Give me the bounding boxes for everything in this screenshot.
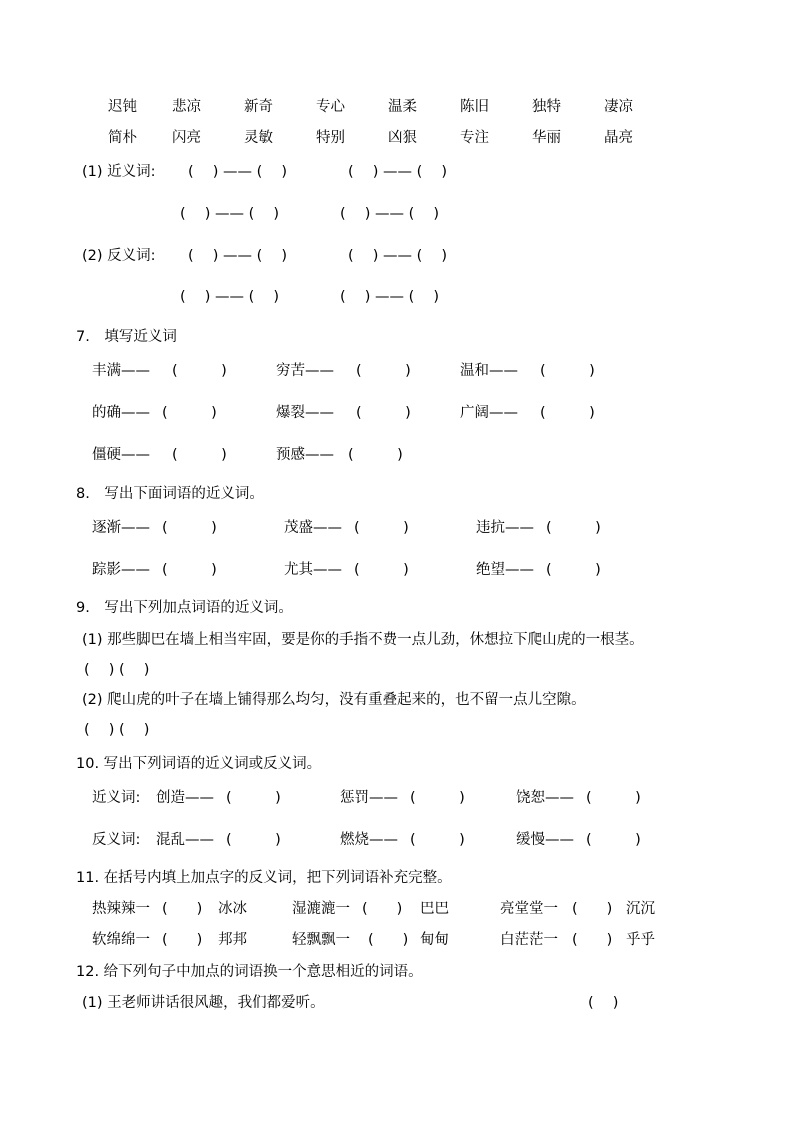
word-bank-word: 陈旧 (460, 99, 489, 115)
term: 预感—— (276, 447, 334, 463)
answer-blank[interactable]: ( ) (410, 790, 465, 806)
answer-blanks[interactable]: ( ) ( ) (84, 722, 150, 738)
word-bank-word: 简朴 (108, 130, 137, 146)
term-suffix: 乎乎 (626, 932, 655, 948)
antonym-label: (2) 反义词: (82, 248, 156, 264)
term: 饶恕—— (516, 790, 574, 806)
question-title: 8. 写出下面词语的近义词。 (76, 486, 264, 502)
word-bank-word: 迟钝 (108, 99, 137, 115)
word-bank-word: 专心 (316, 99, 345, 115)
term: 轻飘飘一 (292, 932, 350, 948)
answer-blanks[interactable]: ( ) ( ) (84, 662, 150, 678)
question-title: 10. 写出下列词语的近义词或反义词。 (76, 756, 322, 772)
word-bank-word: 特别 (316, 130, 345, 146)
synonym-label: 近义词: (92, 790, 141, 806)
sentence: (1) 那些脚巴在墙上相当牢固，要是你的手指不费一点儿劲，休想拉下爬山虎的一根茎。 (82, 632, 644, 648)
answer-pair[interactable]: ( ) —— ( ) (340, 206, 440, 222)
answer-blank[interactable]: ( ) (588, 995, 619, 1011)
answer-blank[interactable]: ( ) (368, 932, 409, 948)
term: 丰满—— (92, 363, 150, 379)
synonym-label: (1) 近义词: (82, 164, 156, 180)
answer-pair[interactable]: ( ) —— ( ) (348, 248, 448, 264)
answer-blank[interactable]: ( ) (356, 363, 411, 379)
answer-pair[interactable]: ( ) —— ( ) (188, 164, 288, 180)
term: 踪影—— (92, 562, 150, 578)
answer-blank[interactable]: ( ) (546, 562, 601, 578)
term: 逐渐—— (92, 520, 150, 536)
word-bank-word: 凶狠 (388, 130, 417, 146)
word-bank-word: 专注 (460, 130, 489, 146)
term: 爆裂—— (276, 405, 334, 421)
term: 亮堂堂一 (500, 901, 558, 917)
term: 混乱—— (156, 832, 214, 848)
answer-pair[interactable]: ( ) —— ( ) (180, 289, 280, 305)
answer-blank[interactable]: ( ) (354, 520, 409, 536)
term-suffix: 甸甸 (420, 932, 449, 948)
word-bank-word: 独特 (532, 99, 561, 115)
answer-blank[interactable]: ( ) (410, 832, 465, 848)
answer-blank[interactable]: ( ) (586, 832, 641, 848)
term-suffix: 冰冰 (218, 901, 247, 917)
answer-blank[interactable]: ( ) (362, 901, 403, 917)
word-bank-word: 灵敏 (244, 130, 273, 146)
term: 绝望—— (476, 562, 534, 578)
term-suffix: 沉沉 (626, 901, 655, 917)
answer-blank[interactable]: ( ) (172, 363, 227, 379)
answer-blank[interactable]: ( ) (226, 790, 281, 806)
answer-blank[interactable]: ( ) (162, 901, 203, 917)
answer-blank[interactable]: ( ) (226, 832, 281, 848)
term: 创造—— (156, 790, 214, 806)
word-bank-word: 凄凉 (604, 99, 633, 115)
answer-pair[interactable]: ( ) —— ( ) (340, 289, 440, 305)
term: 违抗—— (476, 520, 534, 536)
term: 茂盛—— (284, 520, 342, 536)
answer-blank[interactable]: ( ) (356, 405, 411, 421)
answer-blank[interactable]: ( ) (172, 447, 227, 463)
word-bank-word: 华丽 (532, 130, 561, 146)
answer-blank[interactable]: ( ) (546, 520, 601, 536)
answer-blank[interactable]: ( ) (572, 901, 613, 917)
answer-blank[interactable]: ( ) (354, 562, 409, 578)
term: 温和—— (460, 363, 518, 379)
question-title: 12. 给下列句子中加点的词语换一个意思相近的词语。 (76, 964, 423, 980)
question-title: 11. 在括号内填上加点字的反义词，把下列词语补充完整。 (76, 870, 452, 886)
answer-blank[interactable]: ( ) (162, 562, 217, 578)
term: 惩罚—— (340, 790, 398, 806)
answer-blank[interactable]: ( ) (162, 520, 217, 536)
term: 燃烧—— (340, 832, 398, 848)
answer-blank[interactable]: ( ) (540, 363, 595, 379)
answer-pair[interactable]: ( ) —— ( ) (348, 164, 448, 180)
antonym-label: 反义词: (92, 832, 141, 848)
word-bank-word: 悲凉 (172, 99, 201, 115)
word-bank-word: 温柔 (388, 99, 417, 115)
term: 湿漉漉一 (292, 901, 350, 917)
question-title: 9. 写出下列加点词语的近义词。 (76, 600, 293, 616)
term: 穷苦—— (276, 363, 334, 379)
answer-pair[interactable]: ( ) —— ( ) (180, 206, 280, 222)
word-bank-word: 晶亮 (604, 130, 633, 146)
term-suffix: 巴巴 (420, 901, 449, 917)
term: 软绵绵一 (92, 932, 150, 948)
answer-pair[interactable]: ( ) —— ( ) (188, 248, 288, 264)
answer-blank[interactable]: ( ) (162, 932, 203, 948)
word-bank-word: 新奇 (244, 99, 273, 115)
answer-blank[interactable]: ( ) (162, 405, 217, 421)
term: 缓慢—— (516, 832, 574, 848)
question-title: 7. 填写近义词 (76, 329, 177, 345)
word-bank-word: 闪亮 (172, 130, 201, 146)
term: 广阔—— (460, 405, 518, 421)
term-suffix: 邦邦 (218, 932, 247, 948)
answer-blank[interactable]: ( ) (348, 447, 403, 463)
term: 热辣辣一 (92, 901, 150, 917)
answer-blank[interactable]: ( ) (586, 790, 641, 806)
answer-blank[interactable]: ( ) (572, 932, 613, 948)
term: 僵硬—— (92, 447, 150, 463)
sentence: (1) 王老师讲话很风趣，我们都爱听。 (82, 995, 325, 1011)
sentence: (2) 爬山虎的叶子在墙上铺得那么均匀，没有重叠起来的，也不留一点儿空隙。 (82, 692, 586, 708)
term: 尤其—— (284, 562, 342, 578)
term: 白茫茫一 (500, 932, 558, 948)
term: 的确—— (92, 405, 150, 421)
answer-blank[interactable]: ( ) (540, 405, 595, 421)
